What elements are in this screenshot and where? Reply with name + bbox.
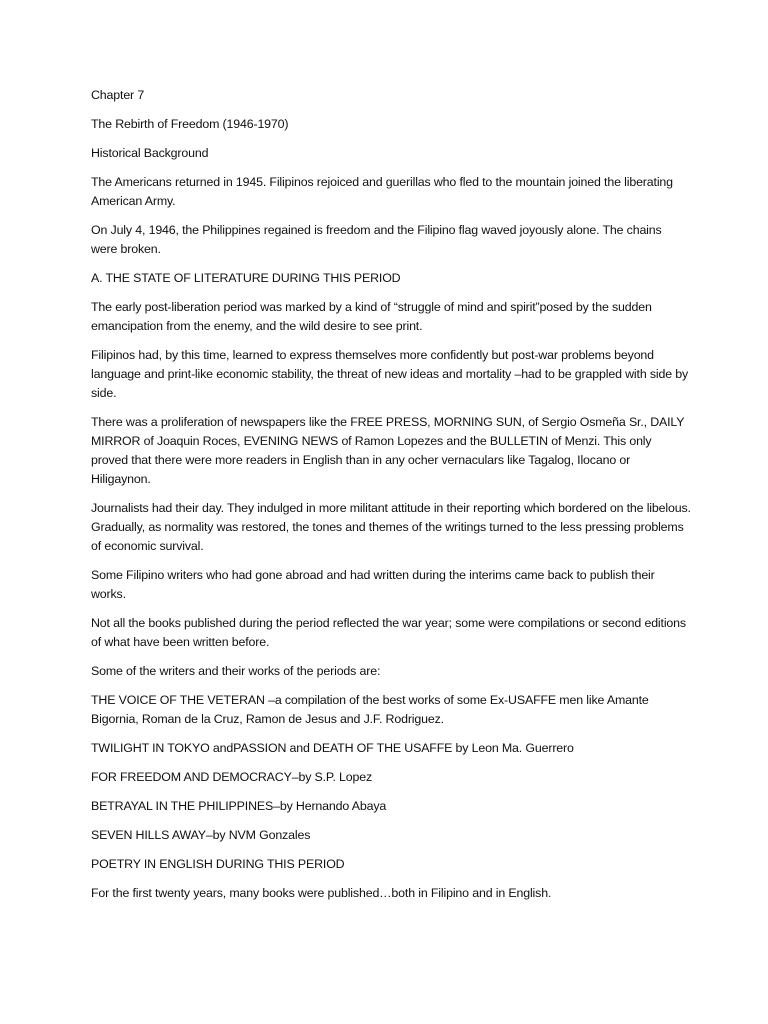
paragraph-journalists: Journalists had their day. They indulged in more militant attitude in their reporting which bordered on the libelous. Gradually, as normality was restored, the tones and themes of the writings turned to the less pressing problems of economic survival. xyxy=(91,501,691,553)
paragraph-writers-abroad: Some Filipino writers who had gone abroad and had written during the interims came back to publish their works. xyxy=(91,568,655,601)
subheading-state-of-literature: A. THE STATE OF LITERATURE DURING THIS PERIOD xyxy=(91,271,401,285)
work-voice-of-the-veteran: THE VOICE OF THE VETERAN –a compilation of the best works of some Ex-USAFFE men like Amante Bigornia, Roman de la Cruz, Ramon de Jesus and J.F. Rodriguez. xyxy=(91,693,649,726)
document-page xyxy=(91,86,691,913)
paragraph-newspapers: There was a proliferation of newspapers like the FREE PRESS, MORNING SUN, of Sergio Osmeña Sr., DAILY MIRROR of Joaquin Roces, EVENING NEWS of Ramon Lopezes and the BULLETIN of Menzi. This only proved that there were more readers in English than in any ocher vernaculars like Tagalog, Ilocano or Hiligaynon. xyxy=(91,415,685,486)
subheading-poetry-in-english: POETRY IN ENGLISH DURING THIS PERIOD xyxy=(91,857,345,871)
paragraph-post-liberation: The early post-liberation period was marked by a kind of “struggle of mind and spirit”posed by the sudden emancipation from the enemy, and the wild desire to see print. xyxy=(91,300,652,333)
work-seven-hills-away: SEVEN HILLS AWAY–by NVM Gonzales xyxy=(91,828,311,842)
chapter-label: Chapter 7 xyxy=(91,88,145,102)
work-freedom-and-democracy: FOR FREEDOM AND DEMOCRACY–by S.P. Lopez xyxy=(91,770,373,784)
chapter-title: The Rebirth of Freedom (1946-1970) xyxy=(91,117,289,131)
section-heading: Historical Background xyxy=(91,146,209,160)
paragraph-expression: Filipinos had, by this time, learned to express themselves more confidently but post-war problems beyond language and print-like economic stability, the threat of new ideas and mortality –had to be grappled with side by side. xyxy=(91,348,689,400)
paragraph-first-twenty-years: For the first twenty years, many books were published…both in Filipino and in English. xyxy=(91,886,552,900)
paragraph-americans-returned: The Americans returned in 1945. Filipinos rejoiced and guerillas who fled to the mountain joined the liberating American Army. xyxy=(91,175,673,208)
paragraph-writers-intro: Some of the writers and their works of the periods are: xyxy=(91,664,381,678)
paragraph-independence: On July 4, 1946, the Philippines regained is freedom and the Filipino flag waved joyously alone. The chains were broken. xyxy=(91,223,662,256)
work-betrayal-in-the-philippines: BETRAYAL IN THE PHILIPPINES–by Hernando Abaya xyxy=(91,799,387,813)
paragraph-books-published: Not all the books published during the period reflected the war year; some were compilations or second editions of what have been written before. xyxy=(91,616,686,649)
work-twilight-in-tokyo: TWILIGHT IN TOKYO andPASSION and DEATH OF THE USAFFE by Leon Ma. Guerrero xyxy=(91,741,574,755)
